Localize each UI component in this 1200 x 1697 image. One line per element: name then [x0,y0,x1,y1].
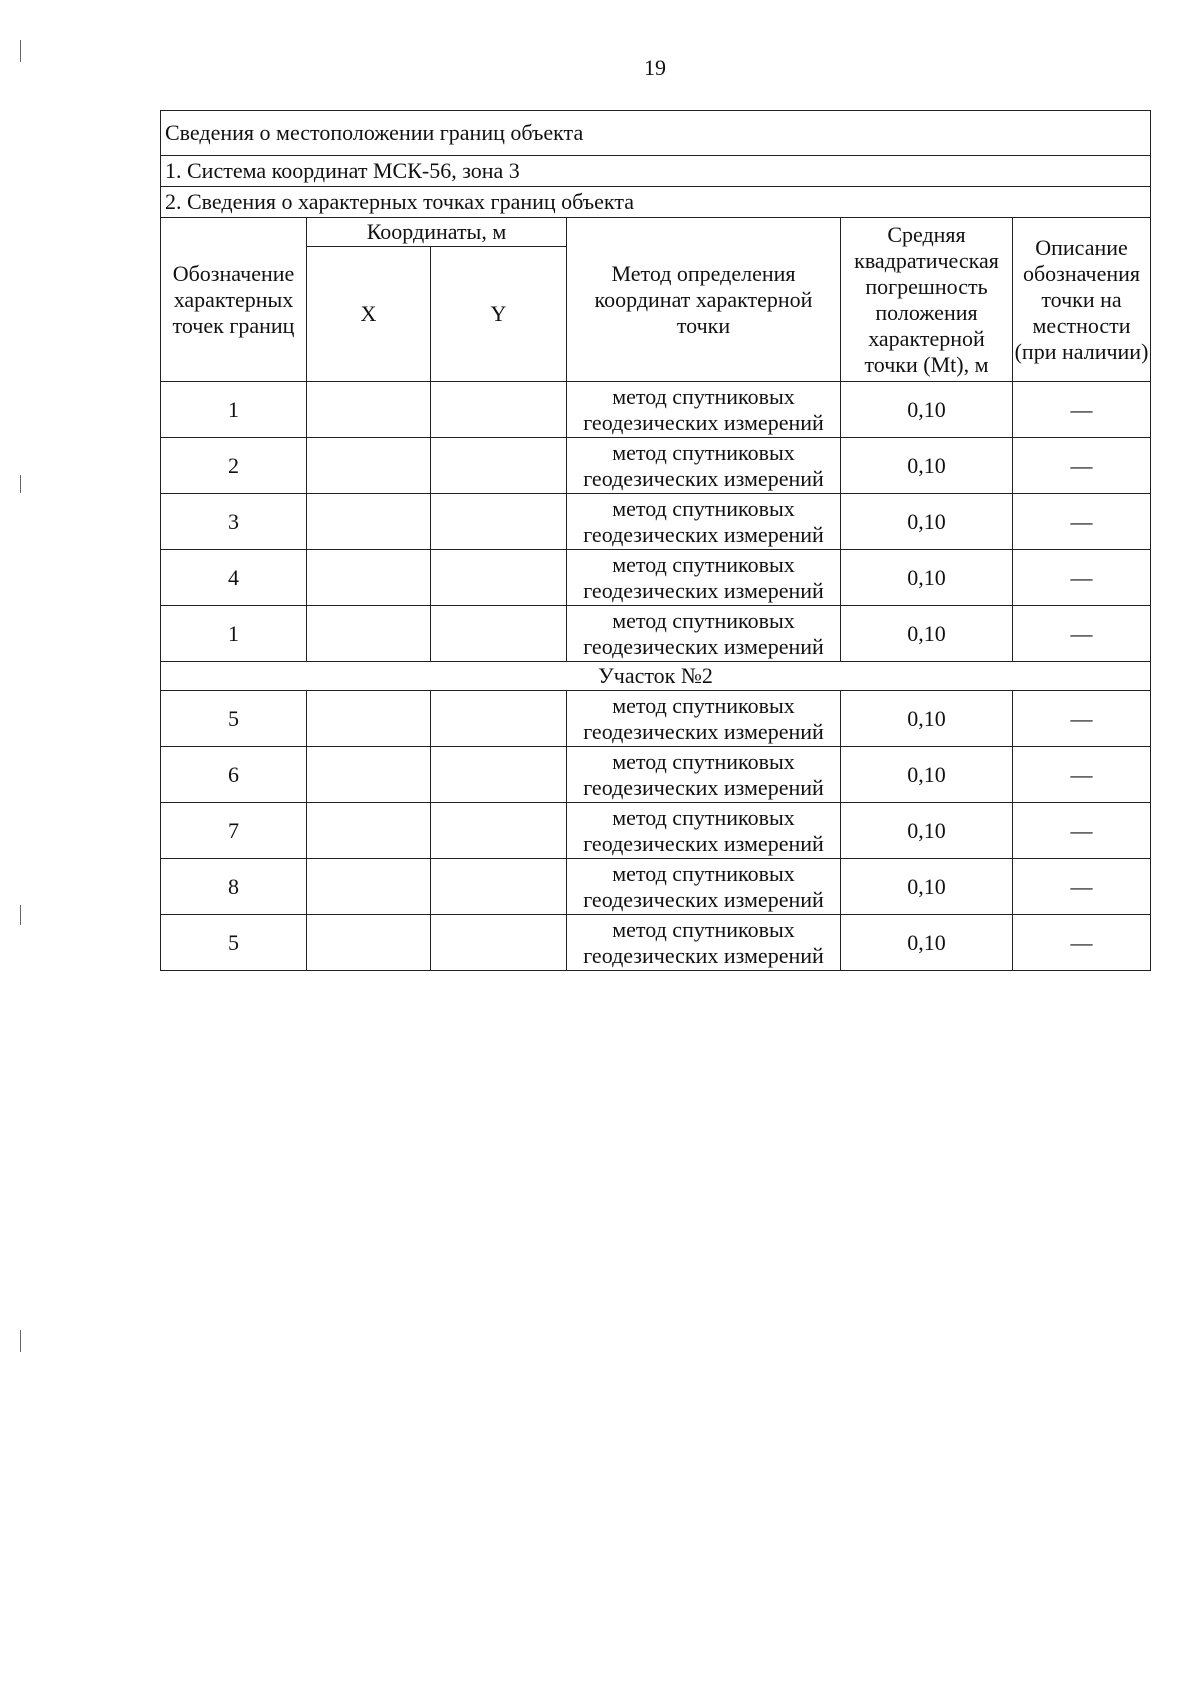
coord-y [431,494,567,550]
boundary-points-table [160,110,1151,971]
table-row [161,382,1151,438]
table-row [161,438,1151,494]
points-section-title: 2. Сведения о характерных точках границ объекта [161,187,1151,218]
description: — [1013,550,1151,606]
coord-x [307,747,431,803]
coord-x [307,915,431,971]
header-x: X [307,247,431,382]
header-point-designation: Обозначение характерных точек границ [161,218,307,382]
description: — [1013,915,1151,971]
coord-x [307,859,431,915]
coord-x [307,550,431,606]
description: — [1013,606,1151,662]
point-number: 1 [161,382,307,438]
coord-system: 1. Система координат МСК-56, зона 3 [161,156,1151,187]
method: метод спутниковых геодезических измерений [567,691,841,747]
error-value: 0,10 [841,382,1013,438]
coord-x [307,382,431,438]
table-row [161,494,1151,550]
description: — [1013,747,1151,803]
error-value: 0,10 [841,494,1013,550]
point-number: 4 [161,550,307,606]
page-number: 19 [644,55,666,80]
scan-margin-mark [20,905,21,925]
point-number: 7 [161,803,307,859]
point-number: 5 [161,915,307,971]
coord-y [431,859,567,915]
description: — [1013,691,1151,747]
coord-x [307,494,431,550]
point-number: 6 [161,747,307,803]
table-row [161,691,1151,747]
method: метод спутниковых геодезических измерений [567,859,841,915]
description: — [1013,382,1151,438]
points-section-row [161,187,1151,218]
error-value: 0,10 [841,803,1013,859]
table-row [161,803,1151,859]
section-label: Участок №2 [161,662,1151,691]
error-value: 0,10 [841,859,1013,915]
table-row [161,747,1151,803]
coord-y [431,803,567,859]
header-description: Описание обозначения точки на местности (при наличии) [1013,218,1151,382]
error-value: 0,10 [841,438,1013,494]
coord-system-row [161,156,1151,187]
table-row [161,859,1151,915]
coord-y [431,691,567,747]
description: — [1013,859,1151,915]
section-row [161,662,1151,691]
point-number: 8 [161,859,307,915]
coord-x [307,438,431,494]
header-method: Метод определения координат характерной точки [567,218,841,382]
coord-y [431,382,567,438]
method: метод спутниковых геодезических измерений [567,494,841,550]
method: метод спутниковых геодезических измерений [567,550,841,606]
error-value: 0,10 [841,747,1013,803]
method: метод спутниковых геодезических измерений [567,915,841,971]
scan-margin-mark [20,475,21,493]
method: метод спутниковых геодезических измерений [567,382,841,438]
description: — [1013,494,1151,550]
point-number: 3 [161,494,307,550]
table-title-row [161,111,1151,156]
method: метод спутниковых геодезических измерений [567,803,841,859]
coord-x [307,803,431,859]
table-row [161,550,1151,606]
description: — [1013,438,1151,494]
header-error: Средняя квадратическая погрешность положения характерной точки (Mt), м [841,218,1013,382]
point-number: 2 [161,438,307,494]
table-row [161,915,1151,971]
scan-margin-mark [20,1330,21,1352]
method: метод спутниковых геодезических измерений [567,438,841,494]
error-value: 0,10 [841,915,1013,971]
coord-y [431,915,567,971]
method: метод спутниковых геодезических измерений [567,747,841,803]
coord-y [431,747,567,803]
point-number: 1 [161,606,307,662]
error-value: 0,10 [841,606,1013,662]
table-row [161,606,1151,662]
method: метод спутниковых геодезических измерений [567,606,841,662]
coord-y [431,550,567,606]
header-coordinates: Координаты, м [307,218,567,247]
coord-y [431,606,567,662]
point-number: 5 [161,691,307,747]
coord-x [307,691,431,747]
scan-margin-mark [20,40,21,62]
coord-x [307,606,431,662]
description: — [1013,803,1151,859]
header-row-1 [161,218,1151,247]
coord-y [431,438,567,494]
table-title: Сведения о местоположении границ объекта [161,111,1151,156]
error-value: 0,10 [841,691,1013,747]
error-value: 0,10 [841,550,1013,606]
header-y: Y [431,247,567,382]
